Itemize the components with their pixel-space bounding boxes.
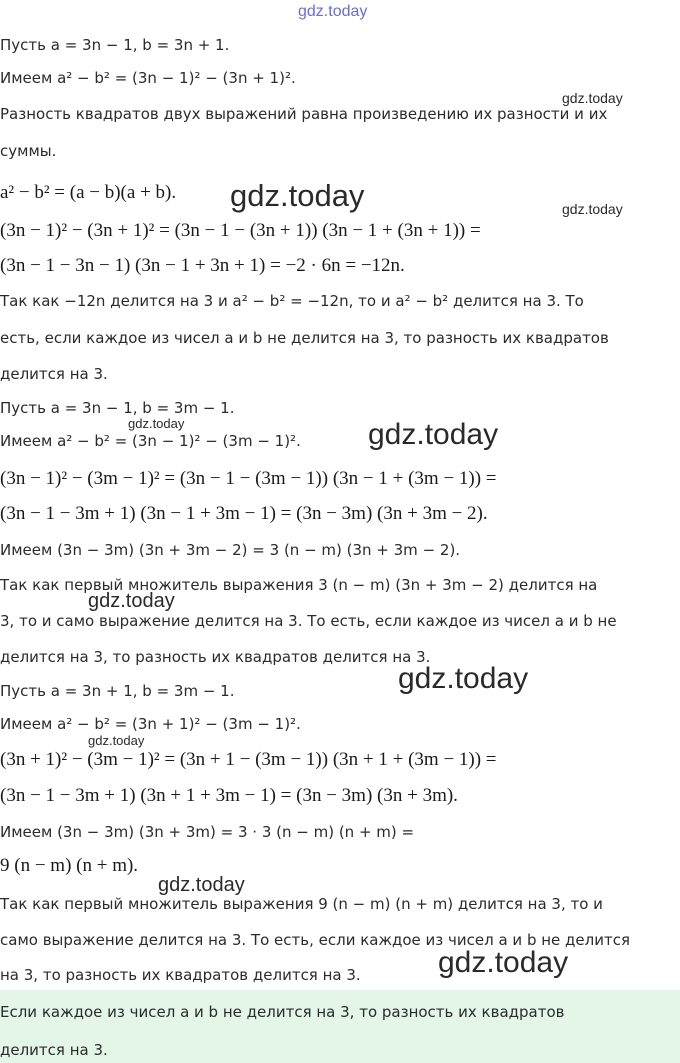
solution-line: Пусть a = 3n − 1, b = 3n + 1.	[0, 36, 230, 54]
solution-line: Имеем a² − b² = (3n − 1)² − (3n + 1)².	[0, 69, 296, 87]
watermark-top: gdz.today	[298, 3, 368, 20]
solution-line: Так как первый множитель выражения 9 (n − m) (n + m) делится на 3, то и	[0, 895, 603, 913]
formula-line: (3n − 1)² − (3n + 1)² = (3n − 1 − (3n + 1)) (3n − 1 + (3n + 1)) =	[0, 220, 481, 241]
solution-line: Пусть a = 3n − 1, b = 3m − 1.	[0, 399, 235, 417]
formula-line: a² − b² = (a − b)(a + b).	[0, 182, 177, 203]
watermark-large: gdz.today	[368, 418, 499, 451]
formula-line: (3n − 1 − 3m + 1) (3n + 1 + 3m − 1) = (3n − 3m) (3n + 3m).	[0, 785, 458, 806]
formula-line: (3n − 1)² − (3m − 1)² = (3n − 1 − (3m − 1)) (3n − 1 + (3m − 1)) =	[0, 468, 497, 489]
watermark-large: gdz.today	[438, 946, 569, 979]
formula-line: (3n − 1 − 3n − 1) (3n − 1 + 3n + 1) = −2 · 6n = −12n.	[0, 255, 405, 276]
watermark-small: gdz.today	[128, 416, 185, 431]
solution-line: Так как −12n делится на 3 и a² − b² = −12n, то и a² − b² делится на 3. То	[0, 292, 584, 310]
solution-line: есть, если каждое из чисел a и b не делится на 3, то разность их квадратов	[0, 329, 609, 347]
solution-line: Так как первый множитель выражения 3 (n − m) (3n + 3m − 2) делится на	[0, 576, 598, 594]
solution-line: само выражение делится на 3. То есть, если каждое из чисел a и b не делится	[0, 931, 630, 949]
watermark-small: gdz.today	[562, 201, 623, 217]
watermark-large: gdz.today	[230, 178, 365, 213]
solution-line: Имеем a² − b² = (3n + 1)² − (3m − 1)².	[0, 715, 301, 733]
formula-line: (3n + 1)² − (3m − 1)² = (3n + 1 − (3m − 1)) (3n + 1 + (3m − 1)) =	[0, 749, 497, 770]
watermark-medium: gdz.today	[158, 874, 245, 896]
solution-line: Пусть a = 3n + 1, b = 3m − 1.	[0, 682, 235, 700]
solution-line: суммы.	[0, 142, 57, 160]
watermark-large: gdz.today	[398, 662, 529, 695]
solution-line: Имеем a² − b² = (3n − 1)² − (3m − 1)².	[0, 432, 301, 450]
solution-line: делится на 3, то разность их квадратов делится на 3.	[0, 648, 431, 666]
solution-line: Имеем (3n − 3m) (3n + 3m − 2) = 3 (n − m) (3n + 3m − 2).	[0, 541, 461, 559]
conclusion-line: делится на 3.	[0, 1041, 108, 1059]
watermark-small: gdz.today	[562, 90, 623, 106]
solution-line: на 3, то разность их квадратов делится на 3.	[0, 966, 361, 984]
solution-line: Имеем (3n − 3m) (3n + 3m) = 3 · 3 (n − m) (n + m) =	[0, 823, 415, 841]
watermark-small: gdz.today	[88, 733, 145, 748]
formula-line: 9 (n − m) (n + m).	[0, 855, 139, 876]
solution-line: делится на 3.	[0, 365, 108, 383]
watermark-medium: gdz.today	[88, 590, 175, 612]
solution-line: Разность квадратов двух выражений равна произведению их разности и их	[0, 105, 608, 123]
formula-line: (3n − 1 − 3m + 1) (3n − 1 + 3m − 1) = (3n − 3m) (3n + 3m − 2).	[0, 503, 488, 524]
solution-line: 3, то и само выражение делится на 3. То есть, если каждое из чисел a и b не	[0, 612, 617, 630]
conclusion-line: Если каждое из чисел a и b не делится на 3, то разность их квадратов	[0, 1003, 565, 1021]
